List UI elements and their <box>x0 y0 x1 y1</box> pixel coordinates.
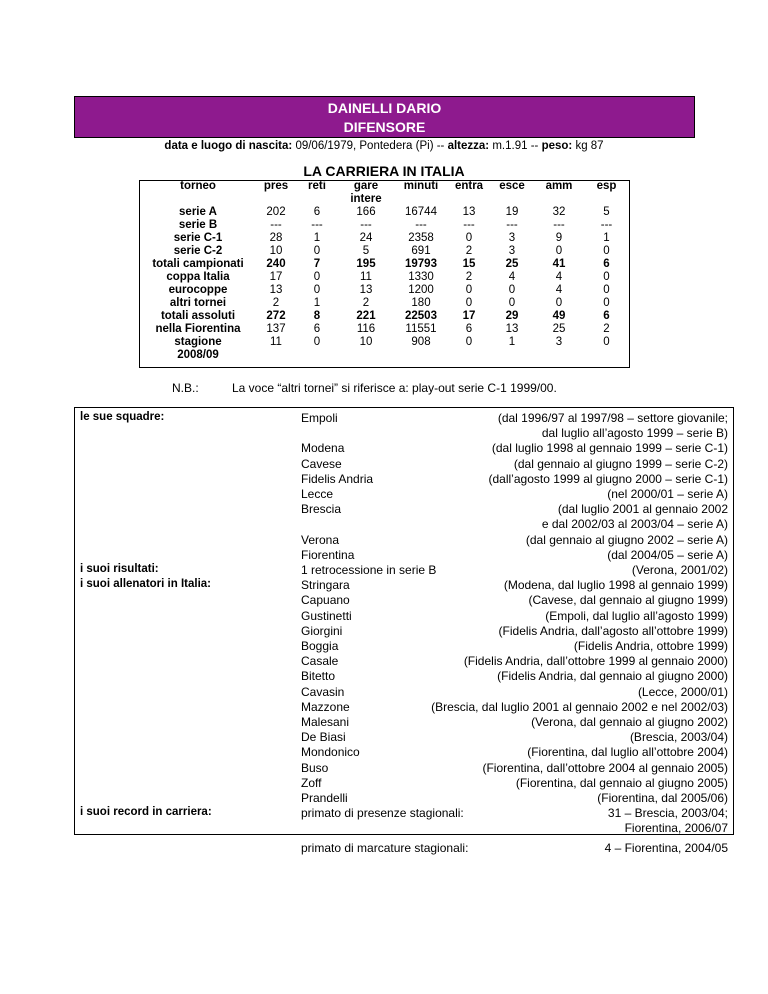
table-cell: 908 <box>411 336 431 348</box>
table-cell: 11551 <box>405 323 437 335</box>
row-label: altri tornei <box>169 297 227 309</box>
table-cell: 6 <box>313 206 321 218</box>
table-cell: 24 <box>359 232 373 244</box>
column-header-3: gare intere <box>350 180 382 205</box>
allenatore-name: Buso <box>301 760 329 775</box>
squadra-detail: (nel 2000/01 – serie A) <box>607 487 728 501</box>
career-note <box>172 381 557 395</box>
table-cell: 13 <box>269 284 283 296</box>
column-header-5: entra <box>454 180 484 192</box>
record-name: primato di presenze stagionali: <box>301 806 464 821</box>
table-cell: 0 <box>465 232 473 244</box>
table-cell: 0 <box>603 336 610 348</box>
career-title: LA CARRIERA IN ITALIA <box>303 163 465 179</box>
allenatore-name: Mazzone <box>301 699 350 714</box>
row-label: coppa Italia <box>166 271 230 283</box>
row-label: nella Fiorentina <box>155 323 241 335</box>
table-cell: 41 <box>552 258 566 270</box>
record-label: i suoi record in carriera: <box>80 806 212 819</box>
column-header-6: esce <box>499 180 525 192</box>
table-cell: --- <box>270 219 282 231</box>
table-cell: 17 <box>462 310 476 322</box>
career-table-header <box>139 180 630 206</box>
allenatore-detail: (Fidelis Andria, dall’agosto all’ottobre 1999) <box>498 623 728 638</box>
row-label: stagione 2008/09 <box>174 336 222 361</box>
table-cell: 0 <box>313 336 321 348</box>
squadra-detail: (dal luglio 2001 al gennaio 2002 <box>557 502 728 517</box>
birth-date-value: 09/06/1979, Pontedera (Pi) -- <box>295 140 445 152</box>
squadra-detail: (dal gennaio al giugno 1999 – serie C-2) <box>513 456 728 471</box>
table-cell: 221 <box>356 310 376 322</box>
table-cell: 0 <box>603 271 610 283</box>
table-cell: 28 <box>269 232 283 244</box>
table-cell: --- <box>360 219 372 231</box>
squadra-name: Brescia <box>301 502 342 517</box>
allenatore-name: Capuano <box>301 593 350 608</box>
birth-date-label: data e luogo di nascita: <box>164 140 293 152</box>
allenatore-detail: (Fidelis Andria, dall’ottobre 1999 al gennaio 2000) <box>463 654 728 669</box>
squadra-detail: (dal luglio 1998 al gennaio 1999 – serie C-1) <box>491 441 728 456</box>
table-cell: 2 <box>465 245 473 257</box>
table-cell: 2 <box>362 297 370 309</box>
table-cell: --- <box>506 219 518 231</box>
table-cell: 29 <box>505 310 519 322</box>
table-cell: 0 <box>603 297 610 309</box>
table-cell: 0 <box>555 297 563 309</box>
table-cell: 10 <box>359 336 373 348</box>
table-cell: 0 <box>555 245 563 257</box>
column-header-0: torneo <box>180 180 216 192</box>
table-cell: 11 <box>360 271 372 283</box>
player-header <box>74 96 695 138</box>
table-cell: 13 <box>462 206 476 218</box>
table-cell: 240 <box>266 258 286 270</box>
table-row <box>139 323 630 336</box>
column-header-1: pres <box>263 180 289 192</box>
allenatore-detail: (Lecce, 2000/01) <box>637 684 728 699</box>
allenatore-name: Giorgini <box>301 623 343 638</box>
record-detail: 31 – Brescia, 2003/04; <box>607 806 728 821</box>
table-cell: 22503 <box>405 310 437 322</box>
table-cell: 6 <box>465 323 473 335</box>
allenatore-detail: (Empoli, dal luglio all’agosto 1999) <box>545 608 728 623</box>
column-header-7: amm <box>545 180 573 192</box>
squadra-name: Lecce <box>301 487 334 501</box>
risultato-name: 1 retrocessione in serie B <box>301 563 437 577</box>
squadra-detail: (dal gennaio al giugno 2002 – serie A) <box>525 532 728 547</box>
row-label: totali assoluti <box>160 310 236 322</box>
allenatore-detail: (Modena, dal luglio 1998 al gennaio 1999) <box>503 578 728 593</box>
table-cell: 6 <box>603 310 610 322</box>
table-cell: 19793 <box>405 258 437 270</box>
allenatore-detail: (Fidelis Andria, dal gennaio al giugno 2000) <box>497 669 728 684</box>
table-cell: 0 <box>313 284 321 296</box>
allenatori-label: i suoi allenatori in Italia: <box>80 578 211 591</box>
table-cell: 0 <box>465 336 473 348</box>
squadre-label: le sue squadre: <box>80 411 165 423</box>
squadra-name: Cavese <box>301 456 342 471</box>
record-detail: Fiorentina, 2006/07 <box>624 821 728 836</box>
allenatore-name: Stringara <box>301 578 350 593</box>
weight-label: peso: <box>541 140 573 152</box>
allenatore-detail: (Verona, dal gennaio al giugno 2002) <box>531 715 728 729</box>
allenatore-name: Boggia <box>301 639 339 653</box>
squadra-detail: e dal 2002/03 al 2003/04 – serie A) <box>541 517 728 532</box>
table-cell: 691 <box>411 245 431 257</box>
squadra-detail: dal luglio all’agosto 1999 – serie B) <box>541 426 728 441</box>
table-cell: 1330 <box>408 271 434 283</box>
allenatore-name: De Biasi <box>301 730 346 745</box>
table-cell: 32 <box>552 206 566 218</box>
squadra-name: Modena <box>301 441 345 456</box>
table-cell: 1 <box>313 232 321 244</box>
table-row <box>139 219 630 232</box>
table-cell: 9 <box>555 232 563 244</box>
allenatore-name: Cavasin <box>301 684 345 699</box>
allenatore-detail: (Brescia, 2003/04) <box>629 730 728 745</box>
table-cell: 3 <box>508 245 516 257</box>
table-cell: 49 <box>552 310 566 322</box>
table-cell: 2358 <box>408 232 434 244</box>
table-cell: 1200 <box>408 284 434 296</box>
table-cell: 180 <box>411 297 431 309</box>
allenatore-name: Mondonico <box>301 745 360 760</box>
table-cell: --- <box>415 219 427 231</box>
table-cell: 17 <box>269 271 283 283</box>
allenatore-detail: (Brescia, dal luglio 2001 al gennaio 2002 e nel 2002/03) <box>431 699 728 714</box>
squadra-name: Empoli <box>301 411 338 425</box>
table-cell: 5 <box>362 245 370 257</box>
table-cell: 0 <box>313 271 321 283</box>
table-cell: 0 <box>508 284 516 296</box>
table-cell: 1 <box>508 336 516 348</box>
birth-info <box>0 140 768 152</box>
row-label: totali campionati <box>152 258 244 270</box>
table-cell: 4 <box>555 284 563 296</box>
row-label: serie B <box>178 219 218 231</box>
table-row <box>139 297 630 310</box>
height-value: m.1.91 -- <box>492 140 539 152</box>
table-cell: 13 <box>359 284 373 296</box>
table-cell: 195 <box>356 258 376 270</box>
table-cell: 1 <box>313 297 321 309</box>
record-name: primato di marcature stagionali: <box>301 840 469 855</box>
table-row <box>139 336 630 362</box>
record-detail: 4 – Fiorentina, 2004/05 <box>604 840 728 855</box>
squadra-detail: (dall’agosto 1999 al giugno 2000 – serie C-1) <box>488 471 728 486</box>
table-cell: 6 <box>603 258 610 270</box>
allenatore-name: Casale <box>301 654 339 669</box>
career-table <box>139 180 630 362</box>
table-row <box>139 245 630 258</box>
risultati-label: i suoi risultati: <box>80 563 159 575</box>
table-cell: 116 <box>356 323 376 335</box>
allenatore-name: Bitetto <box>301 669 336 684</box>
table-cell: 0 <box>603 245 610 257</box>
table-cell: --- <box>600 219 613 231</box>
info-box <box>74 407 734 855</box>
table-cell: 2 <box>465 271 473 283</box>
column-header-4: minuti <box>403 180 439 192</box>
table-cell: 4 <box>508 271 516 283</box>
allenatore-detail: (Fiorentina, dal gennaio al giugno 2005) <box>515 775 728 790</box>
table-cell: 11 <box>270 336 282 348</box>
allenatore-name: Zoff <box>301 775 322 790</box>
allenatore-detail: (Fidelis Andria, ottobre 1999) <box>573 639 728 653</box>
table-cell: 1 <box>603 232 610 244</box>
row-label: serie C-1 <box>173 232 223 244</box>
row-label: serie A <box>179 206 217 218</box>
allenatore-detail: (Fiorentina, dall’ottobre 2004 al gennaio 2005) <box>482 760 728 775</box>
table-cell: --- <box>463 219 475 231</box>
note-text: La voce “altri tornei” si riferisce a: play-out serie C-1 1999/00. <box>232 381 557 395</box>
squadra-name: Fidelis Andria <box>301 471 374 486</box>
column-header-8: esp <box>596 180 617 192</box>
risultato-detail: (Verona, 2001/02) <box>631 563 728 577</box>
table-cell: 2 <box>603 323 610 335</box>
allenatore-detail: (Cavese, dal gennaio al giugno 1999) <box>528 593 728 608</box>
table-cell: 7 <box>313 258 321 270</box>
table-cell: --- <box>311 219 323 231</box>
table-cell: 2 <box>272 297 280 309</box>
player-name: DAINELLI DARIO <box>327 100 442 116</box>
table-cell: 13 <box>505 323 519 335</box>
table-cell: 25 <box>552 323 566 335</box>
table-row <box>139 232 630 245</box>
table-cell: 10 <box>269 245 283 257</box>
allenatore-name: Prandelli <box>301 791 348 805</box>
squadra-name: Fiorentina <box>301 547 355 562</box>
table-row <box>139 284 630 297</box>
table-cell: 0 <box>465 284 473 296</box>
table-cell: 0 <box>313 245 321 257</box>
allenatore-detail: (Fiorentina, dal 2005/06) <box>597 791 728 805</box>
table-cell: 5 <box>603 206 610 218</box>
note-label: N.B.: <box>172 381 199 395</box>
row-label: serie C-2 <box>173 245 223 257</box>
weight-value: kg 87 <box>575 140 604 152</box>
allenatore-detail: (Fiorentina, dal luglio all’ottobre 2004) <box>527 745 728 760</box>
squadra-name: Verona <box>301 532 340 547</box>
table-cell: 0 <box>508 297 516 309</box>
table-cell: 0 <box>603 284 610 296</box>
table-row <box>139 310 630 323</box>
column-header-2: reti <box>308 180 326 192</box>
table-cell: 0 <box>465 297 473 309</box>
squadra-detail: (dal 1996/97 al 1997/98 – settore giovanile; <box>497 411 728 425</box>
table-cell: --- <box>553 219 565 231</box>
table-cell: 19 <box>505 206 519 218</box>
table-row <box>139 271 630 284</box>
table-cell: 202 <box>266 206 286 218</box>
table-cell: 25 <box>505 258 519 270</box>
table-cell: 15 <box>462 258 476 270</box>
table-cell: 3 <box>555 336 563 348</box>
table-cell: 166 <box>356 206 376 218</box>
table-cell: 272 <box>266 310 286 322</box>
table-cell: 3 <box>508 232 516 244</box>
table-row <box>139 206 630 219</box>
allenatore-name: Gustinetti <box>301 608 352 623</box>
table-cell: 137 <box>266 323 286 335</box>
squadra-detail: (dal 2004/05 – serie A) <box>607 547 728 562</box>
table-cell: 4 <box>555 271 563 283</box>
table-row <box>139 258 630 271</box>
table-cell: 6 <box>313 323 321 335</box>
table-cell: 8 <box>313 310 321 322</box>
player-role: DIFENSORE <box>343 119 426 135</box>
height-label: altezza: <box>447 140 490 152</box>
allenatore-name: Malesani <box>301 715 350 729</box>
table-cell: 16744 <box>405 206 437 218</box>
row-label: eurocoppe <box>168 284 228 296</box>
